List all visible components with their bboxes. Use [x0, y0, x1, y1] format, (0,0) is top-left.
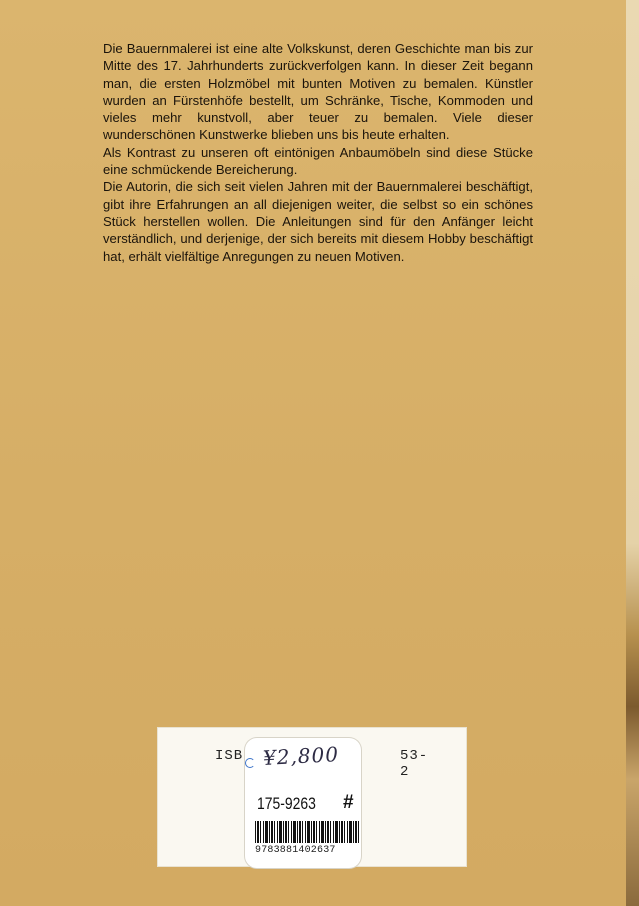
- blurb-paragraph-2: Als Kontrast zu unseren oft eintönigen Anbaumöbeln sind diese Stücke eine schmückende Bereicherung.: [103, 144, 533, 178]
- blurb-text: [103, 40, 533, 265]
- hash-mark: #: [343, 792, 354, 813]
- circle-mark-icon: [245, 758, 255, 768]
- price-sticker: [245, 738, 361, 868]
- barcode-number: 9783881402637: [255, 845, 336, 856]
- isbn-end-text: 53-2: [400, 748, 429, 780]
- barcode: [255, 821, 359, 843]
- isbn-start-text: ISB: [215, 748, 244, 764]
- isbn-label: [158, 728, 466, 866]
- blurb-paragraph-3: Die Autorin, die sich seit vielen Jahren mit der Bauernmalerei beschäftigt, gibt ihre Erfahrungen an all diejenigen weiter, die selbst so ein schönes Stück herstellen wollen. Die Anleitungen sind für den Anfänger leicht verständlich, und derjenige, der sich bereits mit diesem Hobby beschäftigt hat, erhält vielfältige Anregungen zu neuen Motiven.: [103, 179, 533, 264]
- blurb-paragraph-1: Die Bauernmalerei ist eine alte Volkskunst, deren Geschichte man bis zur Mitte des 17. Jahrhunderts zurückverfolgen kann. In dieser Zeit begann man, die ersten Holzmöbel mit bunten Motiven zu bemalen. Künstler wurden an Fürstenhöfe bestellt, um Schränke, Tische, Kommoden und vieles mehr kunstvoll, aber teuer zu bemalen. Viele dieser wunderschönen Kunstwerke blieben uns bis heute erhalten.: [103, 41, 533, 143]
- price-handwritten: ¥2,800: [262, 742, 340, 770]
- page-edge: [626, 0, 639, 906]
- store-code: 175-9263: [257, 794, 316, 813]
- store-code-box: [245, 774, 361, 866]
